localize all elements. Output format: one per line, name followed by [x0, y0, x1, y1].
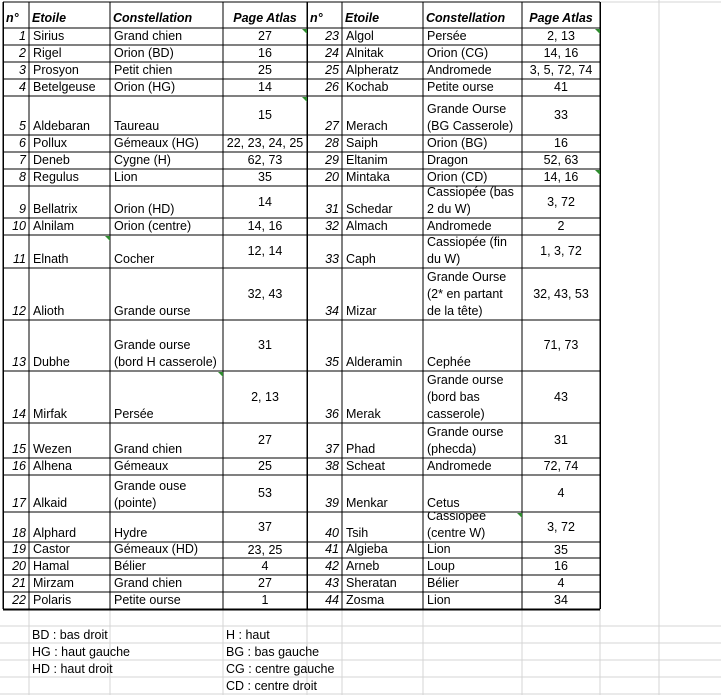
row-number: 24 [325, 46, 339, 60]
row-number: 38 [325, 459, 339, 473]
constellation-line: Grande ouse [114, 479, 187, 493]
atlas-page [522, 135, 600, 152]
row-number: 44 [325, 593, 339, 607]
atlas-page [223, 575, 307, 592]
atlas-page [223, 558, 307, 575]
constellation [423, 475, 522, 512]
constellation [423, 45, 522, 62]
constellation-line: Cygne (H) [114, 153, 171, 167]
atlas-page-line: 35 [258, 170, 272, 184]
row-number: 12 [12, 304, 26, 318]
atlas-page [223, 186, 307, 218]
row-number: 32 [325, 219, 339, 233]
atlas-page-line: 2, 13 [547, 29, 575, 43]
legend-item: BG : bas gauche [226, 645, 320, 659]
constellation-line: Persée [427, 29, 467, 43]
constellation [110, 458, 223, 475]
row-number: 17 [12, 496, 26, 510]
atlas-page-line: 3, 72 [547, 519, 575, 534]
row-number: 18 [12, 526, 26, 540]
constellation-line: Orion (CD) [427, 170, 488, 184]
atlas-page [522, 96, 600, 135]
star-name: Scheat [346, 459, 385, 473]
row-number: 33 [325, 252, 339, 266]
row-number: 9 [19, 202, 26, 216]
comment-indicator[interactable] [595, 170, 600, 175]
atlas-page [223, 458, 307, 475]
constellation-line: (2* en partant [427, 287, 503, 301]
row-number: 20 [12, 559, 26, 573]
row-number: 7 [19, 153, 26, 167]
constellation [423, 62, 522, 79]
constellation [423, 575, 522, 592]
constellation [423, 135, 522, 152]
row-number: 19 [12, 542, 26, 556]
comment-indicator[interactable] [302, 97, 307, 102]
star-name: Arneb [346, 559, 380, 573]
star-name: Merach [346, 119, 388, 133]
constellation-line: Bélier [427, 576, 459, 590]
constellation-line: Lion [427, 542, 451, 556]
star-name: Saiph [346, 136, 378, 150]
atlas-page-line: 3, 72 [547, 194, 575, 209]
star-name: Mirzam [33, 576, 74, 590]
atlas-page [522, 512, 600, 542]
constellation-line: Andromede [427, 63, 492, 77]
constellation-line: Grande ourse [114, 304, 191, 318]
atlas-page-line: 16 [554, 136, 568, 150]
atlas-page-line: 33 [554, 108, 568, 122]
constellation [110, 592, 223, 609]
row-number: 11 [13, 252, 26, 266]
atlas-page [223, 320, 307, 371]
constellation [110, 268, 223, 320]
constellation-line: Lion [427, 593, 451, 607]
atlas-page [223, 45, 307, 62]
atlas-page [522, 592, 600, 609]
constellation [423, 423, 522, 458]
atlas-page [522, 169, 600, 186]
constellation-line: (centre W) [427, 526, 486, 540]
star-name: Zosma [346, 593, 385, 607]
atlas-page [223, 135, 307, 152]
atlas-page [522, 79, 600, 96]
row-number: 23 [325, 29, 339, 43]
constellation-line: Cetus [427, 496, 460, 510]
star-name: Tsih [346, 526, 369, 540]
constellation-line: Gémeaux (HD) [114, 542, 199, 556]
constellation [423, 79, 522, 96]
atlas-page-line: 62, 73 [247, 153, 283, 167]
atlas-page-line: 71, 73 [543, 338, 579, 352]
constellation-line: Cephée [427, 355, 471, 369]
star-name: Elnath [33, 252, 69, 266]
atlas-page-line: 12, 14 [247, 244, 283, 258]
atlas-page [223, 28, 307, 45]
row-number: 25 [325, 63, 339, 77]
star-name: Schedar [346, 202, 393, 216]
row-number: 13 [12, 355, 26, 369]
constellation-line: de la tête) [427, 304, 483, 318]
constellation-line: Cassiopée (bas [427, 186, 514, 199]
constellation [110, 152, 223, 169]
header-page-left: Page Atlas [233, 11, 297, 25]
atlas-page [223, 62, 307, 79]
atlas-page-line: 72, 74 [543, 459, 579, 473]
atlas-page-line: 3, 5, 72, 74 [529, 63, 593, 77]
constellation-line: Gémeaux (HG) [114, 136, 199, 150]
constellation [423, 218, 522, 235]
row-number: 21 [12, 576, 26, 590]
constellation-line: Hydre [114, 526, 148, 540]
constellation [423, 152, 522, 169]
atlas-page-line: 15 [258, 108, 272, 122]
star-name: Mintaka [346, 170, 390, 184]
constellation [110, 45, 223, 62]
header-page-right: Page Atlas [529, 11, 593, 25]
star-name: Alderamin [346, 355, 403, 369]
star-name: Prosyon [33, 63, 79, 77]
constellation-line: Loup [427, 559, 455, 573]
atlas-page-line: 25 [258, 63, 272, 77]
star-name: Regulus [33, 170, 79, 184]
row-number: 40 [325, 526, 339, 540]
constellation [423, 268, 522, 320]
constellation [110, 512, 223, 542]
atlas-page-line: 14, 16 [543, 170, 579, 184]
row-number: 39 [325, 496, 339, 510]
atlas-page-line: 4 [557, 486, 565, 500]
constellation-line: Orion (BD) [114, 46, 174, 60]
constellation-line: du W) [427, 252, 461, 266]
row-number: 15 [12, 442, 26, 456]
constellation [110, 575, 223, 592]
row-number: 36 [325, 407, 339, 421]
star-name: Castor [33, 542, 70, 556]
constellation [423, 592, 522, 609]
constellation-line: Grand chien [114, 576, 183, 590]
legend-item: CG : centre gauche [226, 662, 335, 676]
atlas-page [522, 558, 600, 575]
atlas-page-line: 14, 16 [543, 46, 579, 60]
atlas-page-line: 2, 13 [251, 389, 279, 404]
atlas-page [223, 169, 307, 186]
constellation [423, 371, 522, 423]
star-name: Deneb [33, 153, 70, 167]
star-name: Menkar [346, 496, 388, 510]
atlas-page [223, 542, 307, 558]
constellation [423, 558, 522, 575]
row-number: 42 [325, 559, 339, 573]
star-name: Eltanim [346, 153, 388, 167]
constellation [110, 371, 223, 423]
star-name: Sirius [33, 29, 65, 43]
atlas-page [522, 45, 600, 62]
atlas-page-line: 1, 3, 72 [540, 244, 582, 258]
row-number: 34 [325, 304, 339, 318]
legend-item: H : haut [226, 628, 270, 642]
header-constellation-right: Constellation [426, 11, 506, 25]
atlas-page [223, 423, 307, 458]
atlas-page [223, 371, 307, 423]
legend-item: HG : haut gauche [32, 645, 130, 659]
star-name: Bellatrix [33, 202, 78, 216]
constellation-line: Grande Ourse [427, 102, 507, 116]
row-number: 14 [12, 407, 26, 421]
row-number: 3 [19, 63, 26, 77]
constellation [110, 558, 223, 575]
header-constellation-left: Constellation [113, 11, 193, 25]
row-number: 5 [19, 119, 26, 133]
atlas-page [522, 62, 600, 79]
constellation-line: Dragon [427, 153, 468, 167]
atlas-page-line: 16 [258, 46, 272, 60]
atlas-page [522, 218, 600, 235]
constellation-line: Grand chien [114, 29, 183, 43]
star-name: Algieba [346, 542, 388, 556]
comment-indicator[interactable] [218, 372, 223, 377]
atlas-page [522, 423, 600, 458]
constellation [110, 475, 223, 512]
row-number: 35 [325, 355, 339, 369]
constellation-line: (pointe) [114, 496, 157, 510]
constellation-line: Grande ourse [114, 338, 191, 352]
constellation-line: Lion [114, 170, 138, 184]
constellation-line: Gémeaux [114, 459, 169, 473]
header-star-right: Etoile [345, 11, 380, 25]
constellation [423, 28, 522, 45]
legend-item: HD : haut droit [32, 662, 113, 676]
constellation [110, 218, 223, 235]
star-name: Alkaid [33, 496, 68, 510]
star-name: Polaris [33, 593, 72, 607]
atlas-page-line: 32, 43, 53 [533, 286, 589, 301]
atlas-page-line: 14, 16 [247, 219, 283, 233]
constellation [423, 186, 522, 218]
atlas-page-line: 27 [258, 29, 272, 43]
atlas-page [223, 268, 307, 320]
atlas-page [522, 458, 600, 475]
legend-item: BD : bas droit [32, 628, 108, 642]
constellation [110, 62, 223, 79]
atlas-page [223, 79, 307, 96]
constellation-line: Orion (CG) [427, 46, 489, 60]
constellation-line: Taureau [114, 119, 160, 133]
atlas-page-line: 23, 25 [247, 542, 283, 557]
star-name: Algol [346, 29, 374, 43]
atlas-page [223, 235, 307, 268]
star-name: Phad [346, 442, 376, 456]
atlas-page-line: 35 [554, 542, 568, 557]
constellation [110, 79, 223, 96]
star-name: Rigel [33, 46, 62, 60]
row-number: 22 [12, 593, 26, 607]
comment-indicator[interactable] [595, 29, 600, 34]
atlas-page-line: 31 [258, 338, 272, 352]
constellation-line: Petit chien [114, 63, 173, 77]
atlas-page-line: 27 [258, 576, 272, 590]
constellation-line: Petite ourse [427, 80, 494, 94]
constellation [423, 542, 522, 558]
atlas-page [522, 235, 600, 268]
constellation-line: Grande Ourse [427, 270, 507, 284]
constellation [110, 186, 223, 218]
row-number: 20 [325, 170, 339, 184]
comment-indicator[interactable] [105, 236, 110, 241]
constellation [423, 235, 522, 268]
star-name: Alnitak [346, 46, 384, 60]
atlas-page-line: 27 [258, 433, 272, 447]
atlas-page-line: 22, 23, 24, 25 [226, 136, 304, 150]
legend-item: CD : centre droit [226, 679, 318, 693]
row-number: 2 [19, 46, 26, 60]
constellation-line: 2 du W) [427, 202, 471, 216]
constellation-line: Grande ourse [427, 373, 504, 387]
header-num-left: n° [6, 11, 19, 25]
comment-indicator[interactable] [302, 29, 307, 34]
atlas-page-line: 53 [258, 486, 272, 500]
constellation-line: (bord H casserole) [114, 355, 217, 369]
constellation-line: Cocher [114, 252, 155, 266]
atlas-page [522, 28, 600, 45]
star-name: Alnilam [33, 219, 74, 233]
constellation [423, 96, 522, 135]
constellation-line: (BG Casserole) [427, 119, 514, 133]
row-number: 27 [325, 119, 339, 133]
atlas-page [223, 592, 307, 609]
star-name: Mizar [346, 304, 377, 318]
atlas-page [522, 542, 600, 558]
constellation-line: Persée [114, 407, 154, 421]
atlas-page [223, 96, 307, 135]
constellation-line: (bord bas [427, 390, 480, 404]
constellation [423, 512, 522, 542]
constellation [110, 28, 223, 45]
row-number: 43 [325, 576, 339, 590]
atlas-page [522, 371, 600, 423]
atlas-page [522, 268, 600, 320]
atlas-page-line: 37 [258, 519, 272, 534]
star-name: Alioth [33, 304, 65, 318]
atlas-page-line: 1 [261, 593, 269, 607]
row-number: 6 [19, 136, 26, 150]
atlas-page-line: 25 [258, 459, 272, 473]
row-number: 41 [325, 542, 339, 556]
row-number: 26 [325, 80, 339, 94]
constellation-line: Orion (centre) [114, 219, 192, 233]
comment-indicator[interactable] [517, 513, 522, 518]
atlas-page-line: 4 [557, 576, 565, 590]
atlas-page-line: 31 [554, 433, 568, 447]
star-name: Wezen [33, 442, 72, 456]
constellation-line: Grande ourse [427, 425, 504, 439]
atlas-page-line: 4 [261, 559, 269, 573]
constellation [110, 96, 223, 135]
constellation [423, 169, 522, 186]
constellation-line: Cassiopée [427, 512, 487, 523]
atlas-page [223, 475, 307, 512]
atlas-page [522, 152, 600, 169]
atlas-page [223, 218, 307, 235]
atlas-page [223, 512, 307, 542]
atlas-page [522, 475, 600, 512]
constellation-line: Orion (HD) [114, 202, 175, 216]
row-number: 28 [325, 136, 339, 150]
star-name: Mirfak [33, 407, 68, 421]
star-name: Almach [346, 219, 388, 233]
constellation [110, 169, 223, 186]
constellation-line: Andromede [427, 459, 492, 473]
atlas-page-line: 52, 63 [543, 153, 579, 167]
constellation [110, 542, 223, 558]
constellation-line: casserole) [427, 407, 485, 421]
star-name: Merak [346, 407, 381, 421]
row-number: 1 [19, 29, 26, 43]
constellation-line: Cassiopée (fin [427, 235, 507, 249]
row-number: 16 [12, 459, 26, 473]
star-name: Kochab [346, 80, 389, 94]
constellation [110, 235, 223, 268]
constellation-line: (phecda) [427, 442, 477, 456]
row-number: 31 [325, 202, 339, 216]
constellation [110, 135, 223, 152]
row-number: 4 [19, 80, 26, 94]
atlas-page-line: 41 [554, 80, 568, 94]
constellation [110, 320, 223, 371]
star-name: Aldebaran [33, 119, 90, 133]
constellation [423, 320, 522, 371]
star-name: Betelgeuse [33, 80, 96, 94]
star-name: Alphard [33, 526, 77, 540]
constellation-line: Petite ourse [114, 593, 181, 607]
row-number: 29 [325, 153, 339, 167]
star-name: Sheratan [346, 576, 397, 590]
constellation-line: Andromede [427, 219, 492, 233]
atlas-page-line: 2 [557, 219, 565, 233]
star-name: Caph [346, 252, 376, 266]
atlas-page-line: 32, 43 [247, 286, 283, 301]
row-number: 37 [325, 442, 339, 456]
constellation [423, 458, 522, 475]
atlas-page-line: 14 [258, 194, 272, 209]
star-name: Hamal [33, 559, 70, 573]
atlas-page-line: 16 [554, 559, 568, 573]
star-name: Alpheratz [346, 63, 399, 77]
constellation-line: Bélier [114, 559, 146, 573]
atlas-page [522, 575, 600, 592]
atlas-page-line: 43 [554, 389, 568, 404]
atlas-page [223, 152, 307, 169]
constellation-line: Orion (HG) [114, 80, 176, 94]
constellation-line: Grand chien [114, 442, 183, 456]
header-star-left: Etoile [32, 11, 67, 25]
constellation [110, 423, 223, 458]
atlas-page [522, 186, 600, 218]
star-name: Pollux [33, 136, 68, 150]
star-name: Dubhe [33, 355, 70, 369]
header-num-right: n° [310, 11, 323, 25]
star-name: Alhena [33, 459, 72, 473]
atlas-page-line: 34 [554, 593, 568, 607]
row-number: 10 [12, 219, 26, 233]
atlas-page [522, 320, 600, 371]
atlas-page-line: 14 [258, 80, 272, 94]
constellation-line: Orion (BG) [427, 136, 488, 150]
row-number: 8 [19, 170, 26, 184]
